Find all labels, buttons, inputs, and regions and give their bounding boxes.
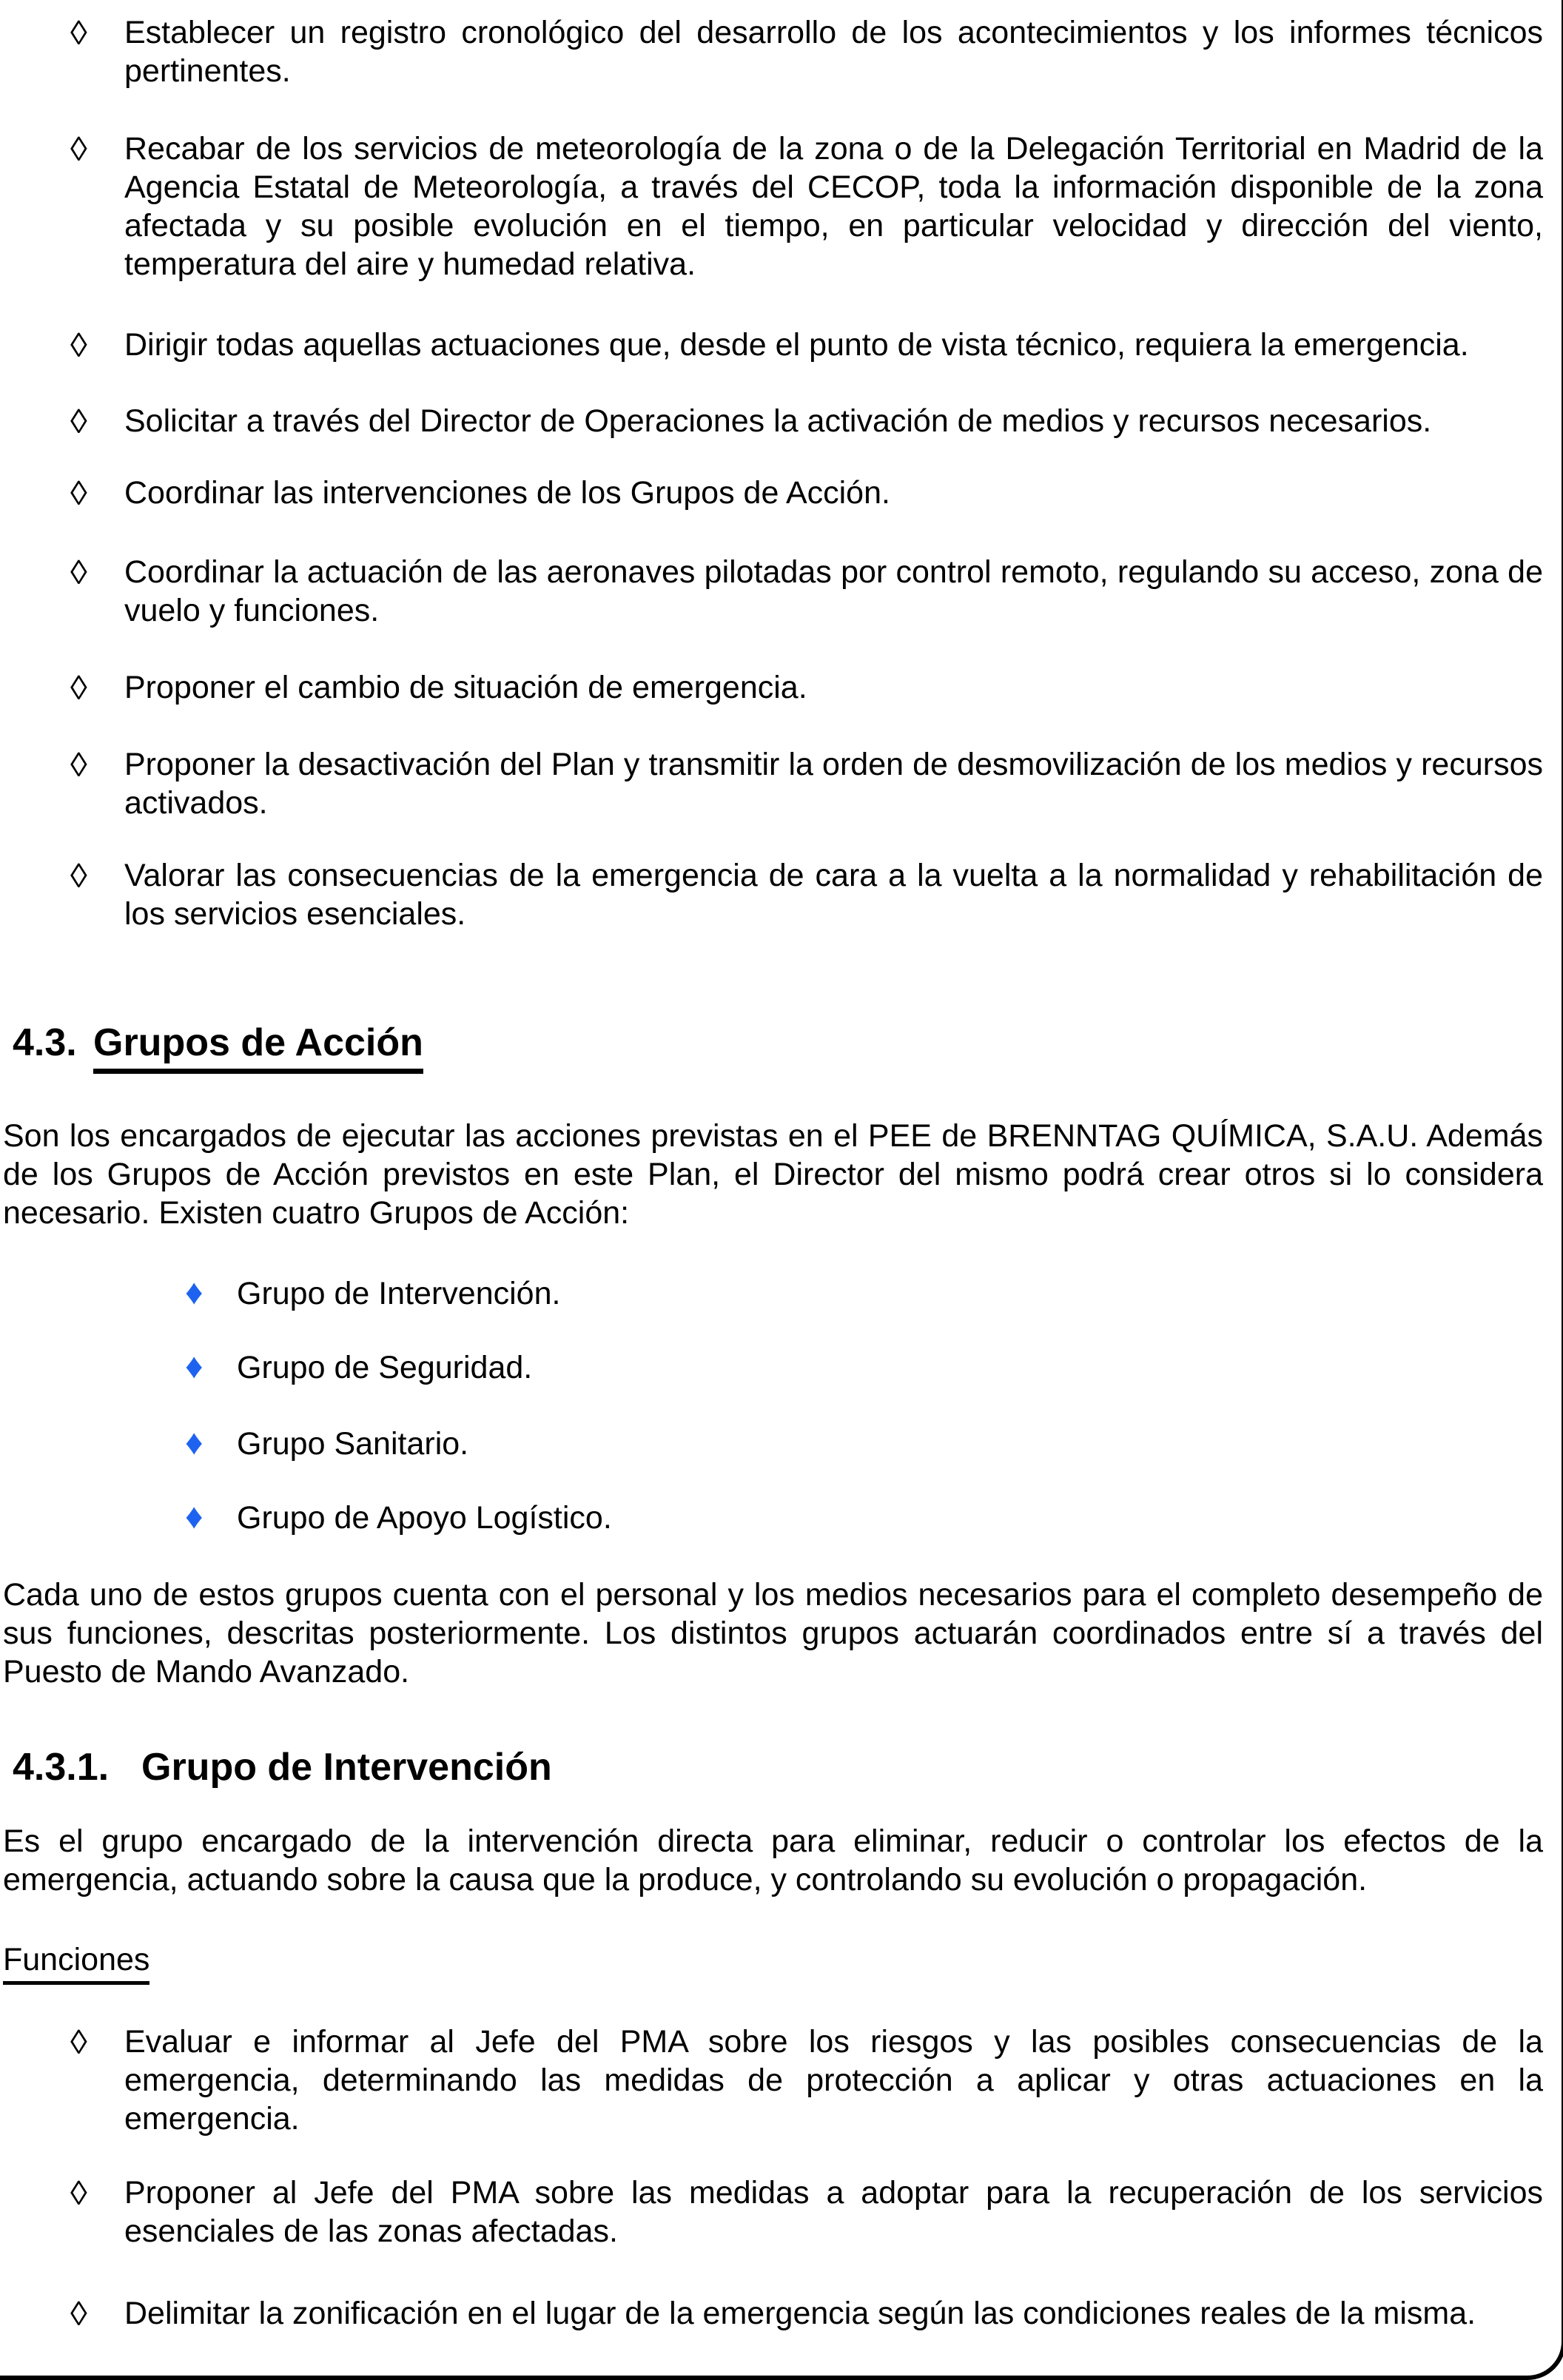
- bullet-text: Evaluar e informar al Jefe del PMA sobre los riesgos y las posibles consecuencias de la emergencia, determinando las medidas de protección a aplicar y otras actuaciones en la emergencia.: [124, 2024, 1543, 2137]
- diamond-outline-bullet-icon: ◊: [70, 474, 87, 512]
- group-name: Grupo Sanitario.: [237, 1426, 469, 1462]
- bullet-text: Proponer la desactivación del Plan y transmitir la orden de desmovilización de los medios y recursos activados.: [124, 747, 1543, 821]
- bullet-text: Recabar de los servicios de meteorología de la zona o de la Delegación Territorial en Madrid de la Agencia Estatal de Meteorología, a través del CECOP, toda la información disponible de la zona afectada y su posible evolución en el tiempo, en particular velocidad y dirección del viento, temperatura del aire y humedad relativa.: [124, 131, 1543, 282]
- bullet-item: [70, 2294, 1543, 2333]
- diamond-filled-bullet-icon: ♦: [185, 1347, 204, 1386]
- diamond-outline-bullet-icon: ◊: [70, 130, 87, 168]
- bullet-item: [70, 2023, 1543, 2138]
- group-name: Grupo de Intervención.: [237, 1276, 561, 1311]
- section-heading-4-3: [13, 1021, 1543, 1074]
- bullet-item: [70, 402, 1543, 440]
- diamond-outline-bullet-icon: ◊: [70, 745, 87, 784]
- bullet-item: [70, 553, 1543, 630]
- diamond-outline-bullet-icon: ◊: [70, 326, 87, 364]
- section-number: 4.3.1.: [13, 1746, 110, 1789]
- functions-label: Funciones: [3, 1940, 149, 1985]
- bullet-text: Dirigir todas aquellas actuaciones que, desde el punto de vista técnico, requiera la emergencia.: [124, 327, 1469, 363]
- bullet-text: Establecer un registro cronológico del desarrollo de los acontecimientos y los informes técnicos pertinentes.: [124, 15, 1543, 89]
- diamond-outline-bullet-icon: ◊: [70, 13, 87, 52]
- bullet-text: Solicitar a través del Director de Operaciones la activación de medios y recursos necesarios.: [124, 403, 1432, 439]
- group-list-item: [185, 1273, 1543, 1313]
- bullet-text: Delimitar la zonificación en el lugar de la emergencia según las condiciones reales de la misma.: [124, 2296, 1476, 2331]
- diamond-outline-bullet-icon: ◊: [70, 2174, 87, 2212]
- diamond-outline-bullet-icon: ◊: [70, 553, 87, 591]
- group-list-item: [185, 1497, 1543, 1537]
- diamond-filled-bullet-icon: ♦: [185, 1423, 204, 1462]
- bullet-text: Valorar las consecuencias de la emergencia de cara a la vuelta a la normalidad y rehabilitación de los servicios esenciales.: [124, 858, 1543, 932]
- bullet-item: [70, 745, 1543, 822]
- paragraph: Cada uno de estos grupos cuenta con el personal y los medios necesarios para el completo desempeño de sus funciones, descritas posteriormente. Los distintos grupos actuarán coordinados entre sí a través del Puesto de Mando Avanzado.: [3, 1577, 1543, 1690]
- bullet-item: [70, 326, 1543, 364]
- group-name: Grupo de Seguridad.: [237, 1350, 533, 1385]
- section-number: 4.3.: [13, 1021, 77, 1064]
- diamond-outline-bullet-icon: ◊: [70, 2294, 87, 2333]
- paragraph: Es el grupo encargado de la intervención directa para eliminar, reducir o controlar los efectos de la emergencia, actuando sobre la causa que la produce, y controlando su evolución o propagación.: [3, 1823, 1543, 1897]
- bullet-item: [70, 13, 1543, 90]
- section-heading-4-3-1: [13, 1745, 1543, 1789]
- group-list-item: [185, 1347, 1543, 1387]
- paragraph: Son los encargados de ejecutar las acciones previstas en el PEE de BRENNTAG QUÍMICA, S.A.U. Además de los Grupos de Acción previstos en este Plan, el Director del mismo podrá crear otros si lo considera necesario. Existen cuatro Grupos de Acción:: [3, 1118, 1543, 1231]
- bullet-item: [70, 2174, 1543, 2250]
- group-list-item: [185, 1423, 1543, 1463]
- bullet-text: Proponer el cambio de situación de emergencia.: [124, 670, 807, 705]
- bullet-item: [70, 856, 1543, 933]
- bullet-item: [70, 474, 1543, 512]
- diamond-filled-bullet-icon: ♦: [185, 1273, 204, 1312]
- functions-label-row: [3, 1940, 1543, 1985]
- section-title: Grupos de Acción: [93, 1021, 423, 1074]
- diamond-outline-bullet-icon: ◊: [70, 668, 87, 707]
- bullet-text: Coordinar la actuación de las aeronaves pilotadas por control remoto, regulando su acceso, zona de vuelo y funciones.: [124, 554, 1543, 628]
- diamond-outline-bullet-icon: ◊: [70, 856, 87, 895]
- bullet-text: Proponer al Jefe del PMA sobre las medidas a adoptar para la recuperación de los servicios esenciales de las zonas afectadas.: [124, 2175, 1543, 2249]
- group-name: Grupo de Apoyo Logístico.: [237, 1500, 612, 1536]
- diamond-filled-bullet-icon: ♦: [185, 1497, 204, 1536]
- bullet-text: Coordinar las intervenciones de los Grupos de Acción.: [124, 475, 890, 511]
- diamond-outline-bullet-icon: ◊: [70, 402, 87, 440]
- bullet-item: [70, 130, 1543, 283]
- section-title: Grupo de Intervención: [141, 1746, 552, 1789]
- diamond-outline-bullet-icon: ◊: [70, 2023, 87, 2061]
- bullet-item: [70, 668, 1543, 707]
